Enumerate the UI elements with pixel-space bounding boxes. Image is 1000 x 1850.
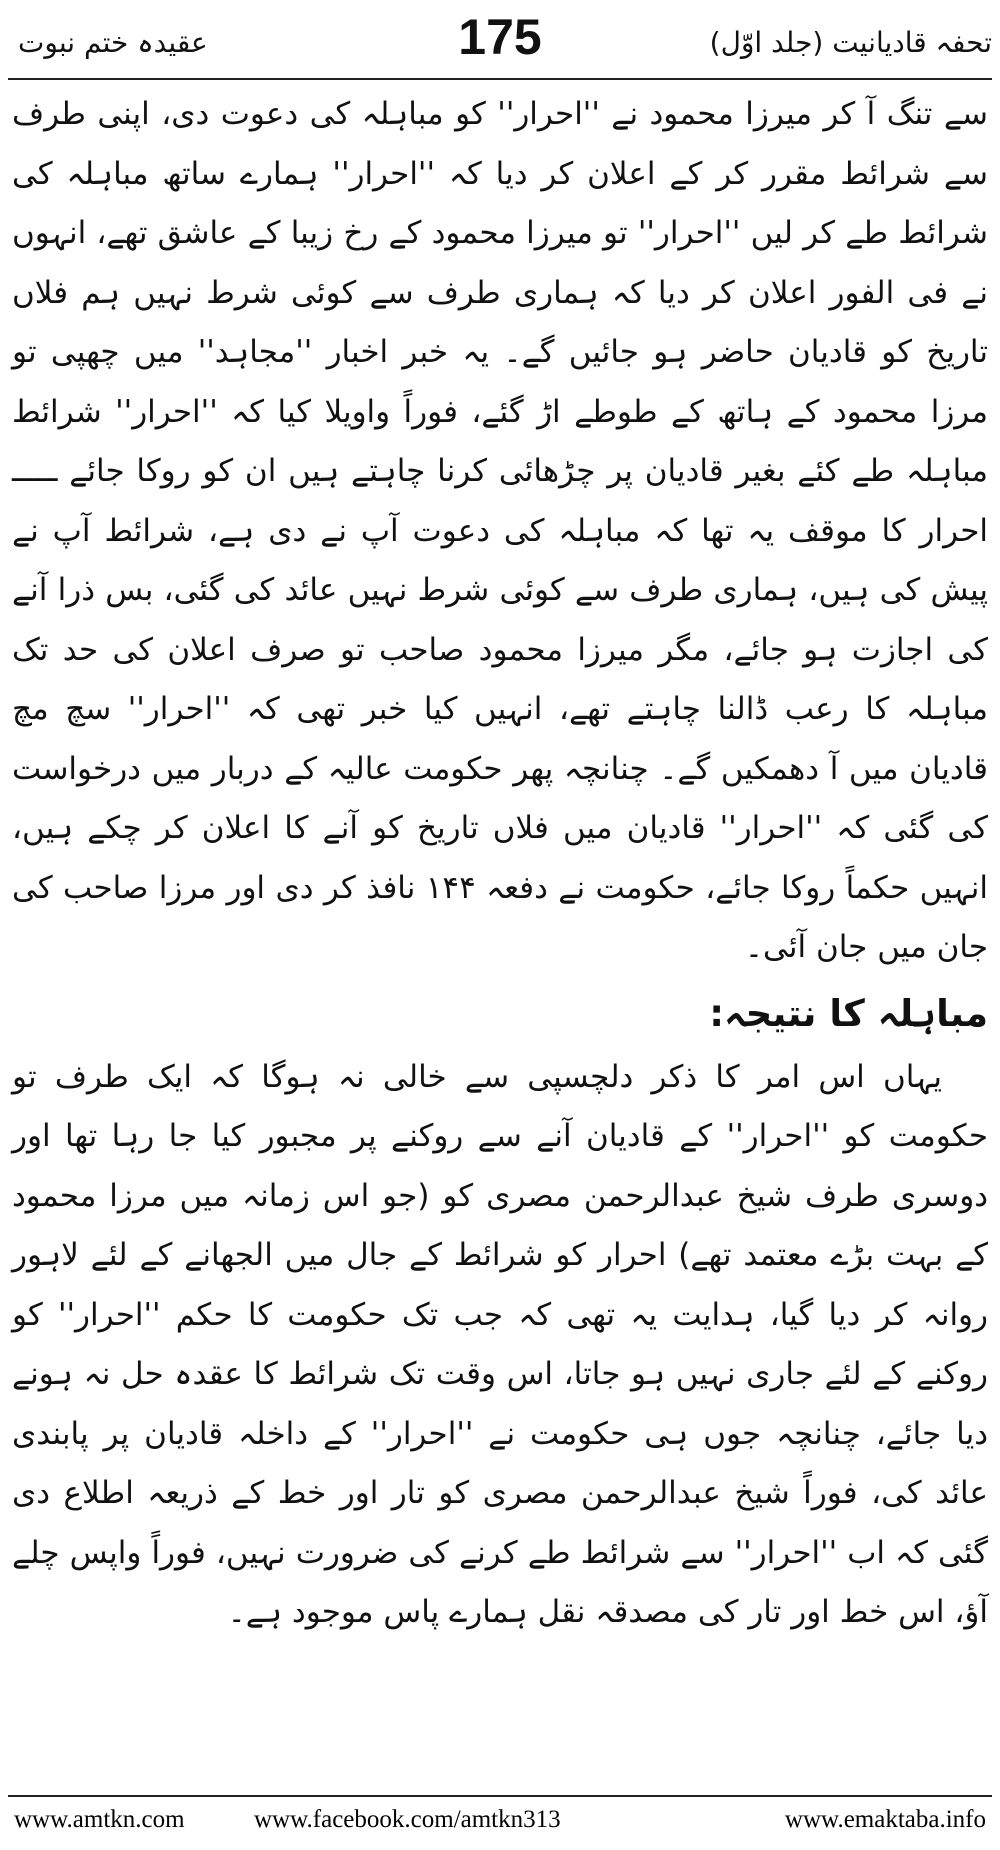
- page-body: [12, 85, 988, 1643]
- paragraph-2: یہاں اس امر کا ذکر دلچسپی سے خالی نہ ہوگا کہ ایک طرف تو حکومت کو ''احرار'' کے قادیان آنے سے روکنے پر مجبور کیا جا رہا تھا اور دوسری طرف شیخ عبدالرحمن مصری کو (جو اس زمانہ میں مرزا محمود کے بہت بڑے معتمد تھے) احرار کو شرائط کے جال میں الجھانے کے لئے لاہور روانہ کر دیا گیا، ہدایت یہ تھی کہ جب تک حکومت کا حکم ''احرار'' کو روکنے کے لئے جاری نہیں ہو جاتا، اس وقت تک شرائط کا عقدہ حل نہ ہونے دیا جائے، چنانچہ جوں ہی حکومت نے ''احرار'' کے داخلہ قادیان پر پابندی عائد کی، فوراً شیخ عبدالرحمن مصری کو تار اور خط کے ذریعہ اطلاع دی گئی کہ اب ''احرار'' سے شرائط طے کرنے کی ضرورت نہیں، فوراً واپس چلے آؤ، اس خط اور تار کی مصدقہ نقل ہمارے پاس موجود ہے۔: [12, 1058, 989, 1630]
- page-footer: [14, 1806, 986, 1842]
- footer-link-amtkn[interactable]: www.amtkn.com: [14, 1806, 185, 1833]
- section-heading: مباہلہ کا نتیجہ:: [709, 991, 988, 1035]
- footer-link-emaktaba[interactable]: www.emaktaba.info: [784, 1806, 986, 1833]
- footer-divider: [8, 1795, 992, 1797]
- paragraph-1: سے تنگ آ کر میرزا محمود نے ''احرار'' کو مباہلہ کی دعوت دی، اپنی طرف سے شرائط مقرر کر کے اعلان کر دیا کہ ''احرار'' ہمارے ساتھ مباہلہ کی شرائط طے کر لیں ''احرار'' تو میرزا محمود کے رخ زیبا کے عاشق تھے، انہوں نے فی الفور اعلان کر دیا کہ ہماری طرف سے کوئی شرط نہیں ہم فلاں تاریخ کو قادیان حاضر ہو جائیں گے۔ یہ خبر اخبار ''مجاہد'' میں چھپی تو مرزا محمود کے ہاتھ کے طوطے اڑ گئے، فوراً واویلا کیا کہ ''احرار'' شرائط مباہلہ طے کئے بغیر قادیان پر چڑھائی کرنا چاہتے ہیں ان کو روکا جائے ـــــ احرار کا موقف یہ تھا کہ مباہلہ کی دعوت آپ نے دی ہے، شرائط آپ نے پیش کی ہیں، ہماری طرف سے کوئی شرط نہیں عائد کی گئی، بس ذرا آنے کی اجازت ہو جائے، مگر میرزا محمود صاحب تو صرف اعلان کی حد تک مباہلہ کا رعب ڈالنا چاہتے تھے، انہیں کیا خبر تھی کہ ''احرار'' سچ مچ قادیان میں آ دھمکیں گے۔ چنانچہ پھر حکومت عالیہ کے دربار میں درخواست کی گئی کہ ''احرار'' قادیان میں فلاں تاریخ کو آنے کا اعلان کر چکے ہیں، انہیں حکماً روکا جائے، حکومت نے دفعہ ۱۴۴ نافذ کر دی اور مرزا صاحب کی جان میں جان آئی۔: [12, 96, 988, 965]
- footer-link-facebook[interactable]: www.facebook.com/amtkn313: [254, 1806, 561, 1833]
- book-title: تحفہ قادیانیت (جلد اوّل): [709, 26, 992, 59]
- page-header: [0, 0, 1000, 78]
- section-title: عقیدہ ختم نبوت: [18, 26, 208, 59]
- page-number: 175: [458, 9, 542, 65]
- header-divider: [8, 78, 992, 80]
